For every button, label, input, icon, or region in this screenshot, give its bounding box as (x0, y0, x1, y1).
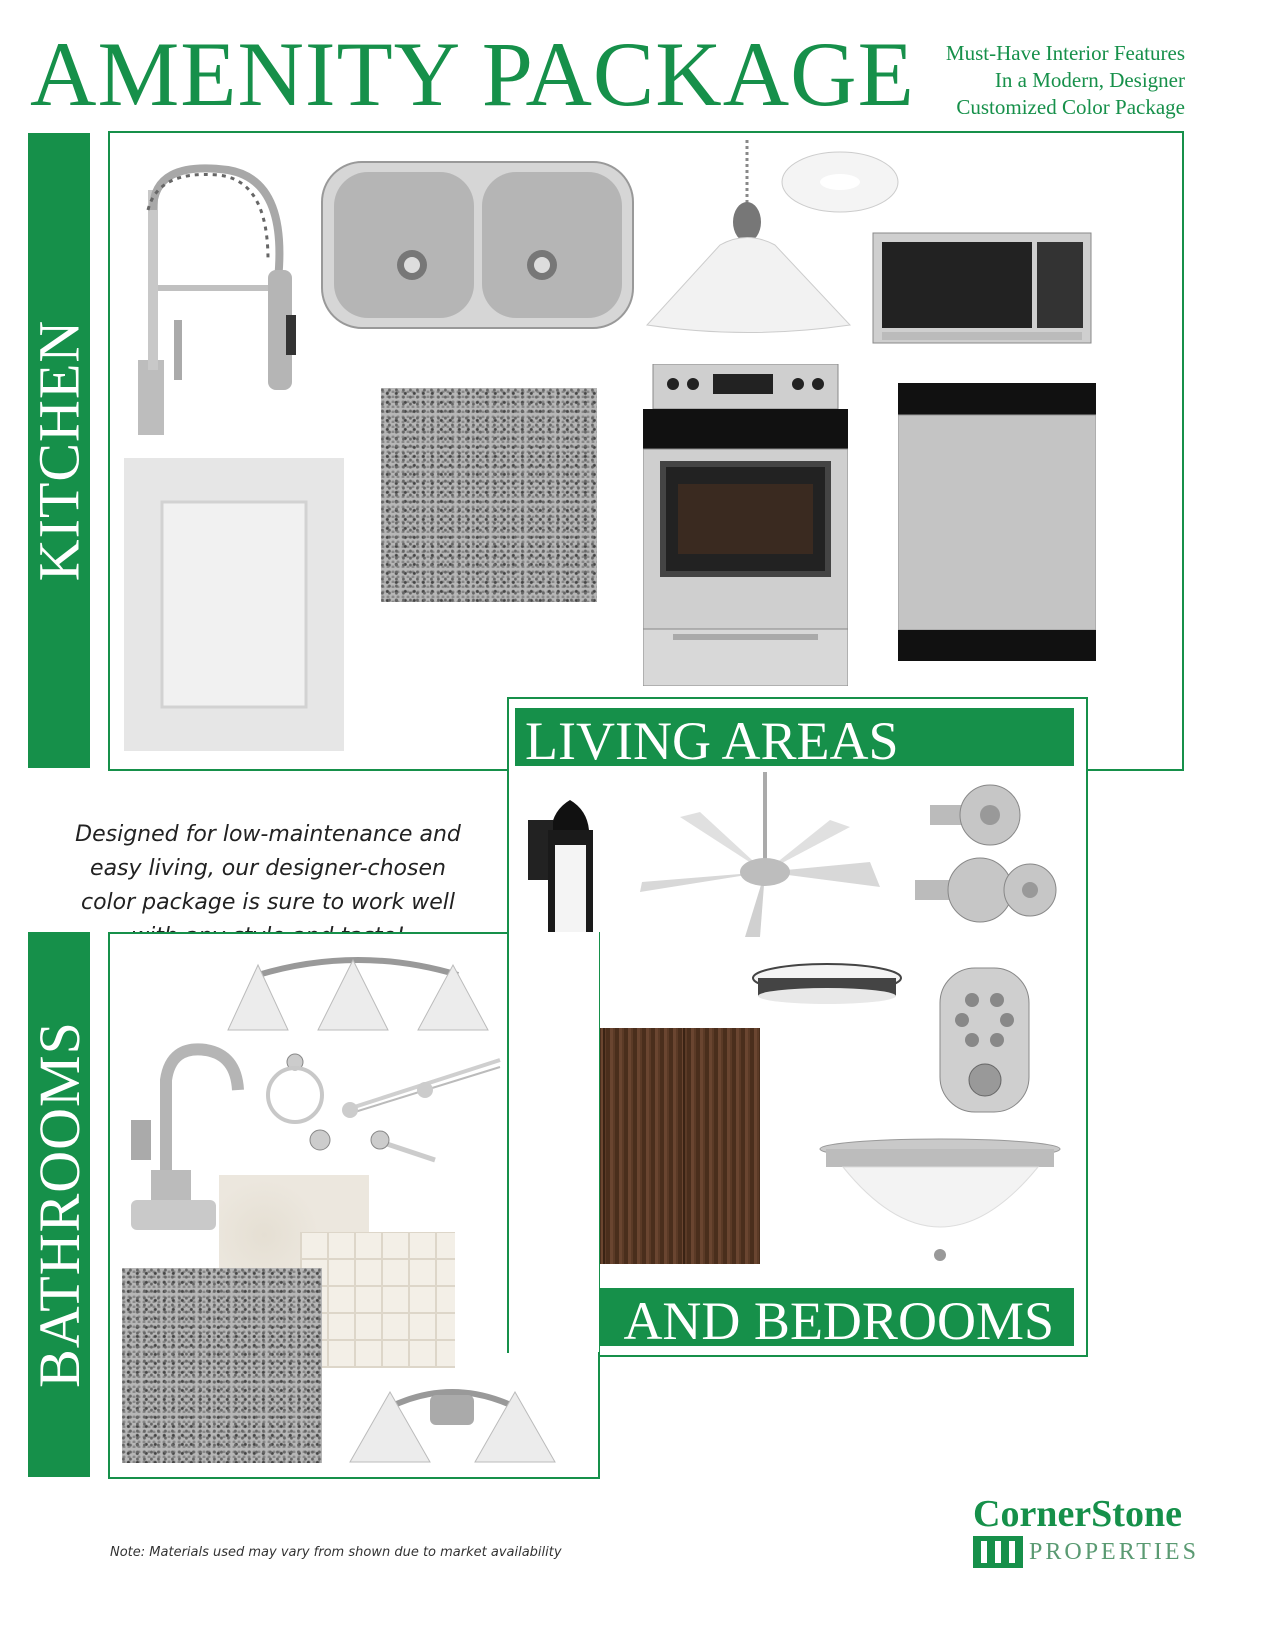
kitchen-label: KITCHEN (26, 319, 92, 582)
panel-overlap-mask (509, 932, 599, 1352)
bathrooms-section-bar (28, 932, 90, 1477)
keypad-deadbolt-icon (937, 965, 1032, 1115)
bath-granite-sample-icon (122, 1268, 322, 1463)
tagline (946, 40, 1185, 121)
blurb-line-3: color package is sure to work well (80, 890, 456, 915)
kitchen-section-bar (28, 133, 90, 768)
towel-bar-set-icon (305, 1055, 505, 1170)
vanity-light-2-icon (345, 1377, 560, 1465)
availability-note: Note: Materials used may vary from shown due to market availability (110, 1545, 562, 1560)
living-areas-bar (515, 708, 1074, 771)
tagline-line-3: Customized Color Package (956, 95, 1185, 119)
double-sink-icon (320, 160, 635, 330)
logo-columns-icon (973, 1536, 1023, 1568)
and-bedrooms-label: AND BEDROOMS (623, 1291, 1054, 1351)
tagline-line-1: Must-Have Interior Features (945, 41, 1185, 65)
page-title: AMENITY PACKAGE (30, 23, 915, 125)
ceiling-fan-icon (630, 772, 895, 937)
granite-sample-icon (381, 388, 597, 602)
flush-ceiling-light-icon (752, 963, 902, 1005)
dishwasher-icon (898, 383, 1096, 661)
door-hardware-icon (910, 780, 1060, 930)
logo-name: CornerStone (973, 1493, 1182, 1535)
dome-ceiling-light-icon (818, 1137, 1063, 1265)
living-panel-left-edge (507, 932, 509, 1353)
flush-mount-light-icon (780, 150, 900, 215)
mosaic-tile-icon (300, 1232, 455, 1368)
microwave-icon (872, 232, 1092, 344)
logo-sub: PROPERTIES (1029, 1539, 1199, 1565)
living-areas-label: LIVING AREAS (525, 711, 899, 771)
bathrooms-label: BATHROOMS (26, 1021, 92, 1388)
blurb-line-2: easy living, our designer-chosen (90, 856, 446, 881)
vanity-light-3-icon (218, 945, 493, 1033)
cabinet-door-icon (124, 458, 344, 751)
faucet-icon (118, 150, 318, 440)
tagline-line-2: In a Modern, Designer (994, 68, 1185, 92)
blurb-line-1: Designed for low-maintenance and (75, 822, 461, 847)
range-oven-icon (643, 364, 848, 686)
